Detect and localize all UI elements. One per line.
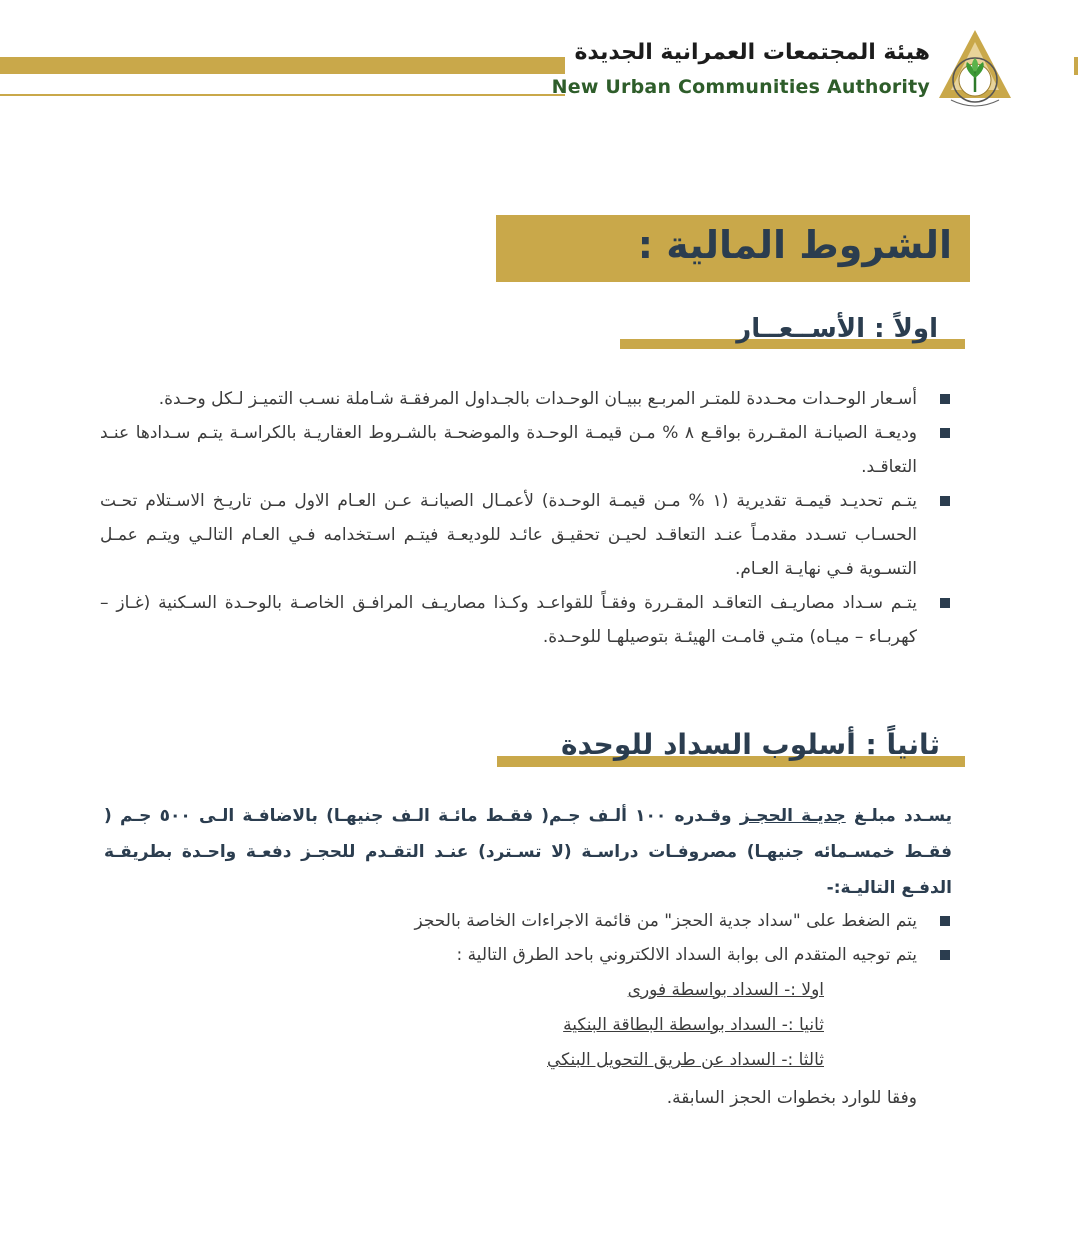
page-edge-mark — [1074, 57, 1078, 75]
closing-note: وفقا للوارد بخطوات الحجز السابقة. — [666, 1088, 917, 1108]
square-bullet-icon — [940, 394, 950, 404]
page-title: الشروط المالية : — [637, 223, 952, 267]
list-item-text: يتـم سـداد مصاريـف التعاقـد المقـررة وفقـاً للقواعـد وكـذا مصاريـف المرافـق الخاصـة بالوحـدة السـكنية (غـاز – كهربـاء – ميـاه) متـي قامـت الهيئـة بتوصيلهـا للوحـدة. — [100, 593, 917, 647]
square-bullet-icon — [940, 598, 950, 608]
square-bullet-icon — [940, 496, 950, 506]
payment-method-fawry-link[interactable]: اولا :- السداد بواسطة فورى — [627, 980, 824, 1000]
header-gold-line — [0, 94, 565, 96]
list-item — [100, 484, 962, 586]
booking-deposit-term: جديـة الحجـز — [739, 806, 846, 826]
org-name-english: New Urban Communities Authority — [551, 76, 930, 98]
list-item-text: يتم الضغط على "سداد جدية الحجز" من قائمة الاجراءات الخاصة بالحجز — [414, 911, 917, 931]
payment-method-bank-card-link[interactable]: ثانيا :- السداد بواسطة البطاقة البنكية — [563, 1015, 824, 1035]
section1-heading: اولاً : الأســعــار — [736, 314, 938, 344]
section2-heading: ثانياً : أسلوب السداد للوحدة — [560, 728, 940, 761]
list-item-text: وديعـة الصيانـة المقـررة بواقـع ٨ % مـن قيمـة الوحـدة والموضحـة بالشـروط العقاريـة بالكراسـة يتـم سـدادها عنـد التعاقـد. — [100, 423, 917, 477]
prices-list — [100, 382, 962, 654]
payment-steps-list — [100, 904, 962, 972]
title-banner — [496, 215, 970, 282]
payment-paragraph — [104, 798, 952, 906]
list-item-text: يتم توجيه المتقدم الى بوابة السداد الالكتروني باحد الطرق التالية : — [456, 945, 917, 965]
list-item — [100, 586, 962, 654]
org-name-arabic: هيئة المجتمعات العمرانية الجديدة — [574, 40, 930, 65]
payment-text-start: يسـدد مبلـغ — [845, 806, 953, 826]
square-bullet-icon — [940, 950, 950, 960]
list-item-text: أسـعار الوحـدات محـددة للمتـر المربـع ببيـان الوحـدات بالجـداول المرفقـة شـاملة نسـب التميـز لـكل وحـدة. — [158, 389, 917, 409]
list-item — [100, 938, 962, 972]
list-item — [100, 904, 962, 938]
square-bullet-icon — [940, 428, 950, 438]
list-item-text: يتـم تحديـد قيمـة تقديرية (١ % مـن قيمـة الوحـدة) لأعمـال الصيانـة عـن العـام الاول مـن تاريـخ الاسـتلام تحـت الحسـاب تسـدد مقدمـاً عنـد التعاقـد لحيـن تحقيـق عائـد للوديعـة فيتـم اسـتخدامه فـي العـام التالـي ويتـم عمـل التسـوية فـي نهايـة العـام. — [100, 491, 917, 579]
nuca-logo-icon — [937, 28, 1013, 108]
payment-method-bank-transfer-link[interactable]: ثالثا :- السداد عن طريق التحويل البنكي — [547, 1050, 824, 1070]
payment-text-rest: وقـدره ١٠٠ ألـف جـم( فقـط مائـة الـف جنيهـا) بالاضافـة الـى ٥٠٠ جـم ( فقـط خمسـمائه جنيهـا) مصروفـات دراسـة (لا تسـترد) عنـد التقـدم للحجـز دفعـة واحـدة بطريقـة الدفـع التاليـة:- — [104, 806, 952, 898]
header-gold-bar — [0, 57, 565, 74]
list-item — [100, 382, 962, 416]
square-bullet-icon — [940, 916, 950, 926]
list-item — [100, 416, 962, 484]
